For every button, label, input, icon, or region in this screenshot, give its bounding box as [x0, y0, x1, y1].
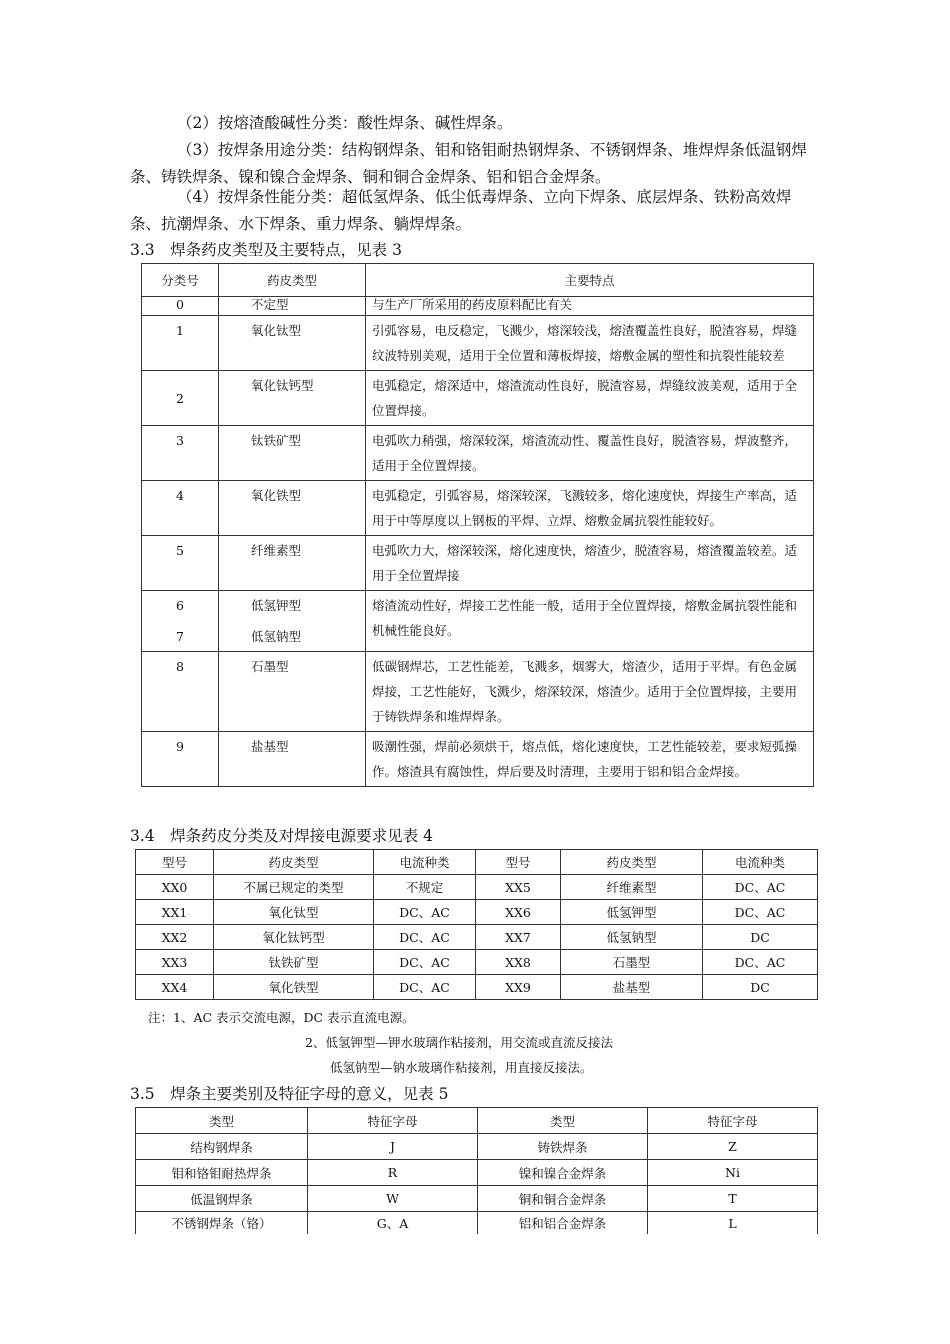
table-cell: XX8 [476, 950, 561, 975]
table-cell: XX2 [136, 925, 214, 950]
table-cell: 不定型 [219, 297, 366, 316]
table-cell: DC、AC [374, 950, 476, 975]
table-cell: 低氢钠型 [561, 925, 703, 950]
table-cell: 石墨型 [561, 950, 703, 975]
code-label: 7 [176, 629, 184, 644]
type-label: 低氢钾型 [251, 598, 302, 613]
column-header: 型号 [476, 850, 561, 875]
table-cell: 钛铁矿型 [219, 426, 366, 481]
section-heading-3-5: 3.5 焊条主要类别及特征字母的意义，见表 5 [130, 1085, 449, 1103]
table-row [142, 591, 814, 652]
table-row [136, 1134, 818, 1160]
table-cell: 1 [142, 316, 219, 371]
column-header: 类型 [136, 1108, 308, 1134]
table-cell: 4 [142, 481, 219, 536]
table-cell: Z [648, 1134, 818, 1160]
table-row [142, 481, 814, 536]
column-header: 类型 [478, 1108, 648, 1134]
table-cell: 纤维素型 [219, 536, 366, 591]
table-row [136, 900, 818, 925]
table-row [136, 875, 818, 900]
table-cell: 0 [142, 297, 219, 316]
table-row [142, 652, 814, 732]
table-cell: XX1 [136, 900, 214, 925]
table-cell [219, 591, 366, 652]
table-cell: 2 [142, 371, 219, 426]
table-cell: DC [703, 975, 818, 1000]
table-row [136, 1186, 818, 1212]
table-cell: DC、AC [703, 900, 818, 925]
power-source-table [135, 849, 818, 1000]
table-row [136, 950, 818, 975]
column-header: 药皮类型 [561, 850, 703, 875]
table-cell: XX9 [476, 975, 561, 1000]
table-cell: 电弧吹力稍强，熔深较深，熔渣流动性、覆盖性良好，脱渣容易，焊波整齐，适用于全位置焊接。 [366, 426, 814, 481]
table-cell: 低氢钾型 [561, 900, 703, 925]
table-cell: DC [703, 925, 818, 950]
table-cell: 8 [142, 652, 219, 732]
table-cell: 5 [142, 536, 219, 591]
table-cell: 不属已规定的类型 [214, 875, 374, 900]
table-row [142, 371, 814, 426]
table-cell: XX7 [476, 925, 561, 950]
type-label: 低氢钠型 [251, 629, 302, 644]
table-cell: 引弧容易，电反稳定，飞溅少，熔深较浅，熔渣覆盖性良好，脱渣容易，焊缝纹波特别美观，适用于全位置和薄板焊接，熔敷金属的塑性和抗裂性能较差 [366, 316, 814, 371]
table-header-row [142, 264, 814, 297]
table-cell: 氧化铁型 [219, 481, 366, 536]
electrode-letter-table [135, 1107, 818, 1234]
table-cell: 盐基型 [219, 732, 366, 787]
table-cell: J [308, 1134, 478, 1160]
column-header: 分类号 [142, 264, 219, 297]
table-row [136, 1160, 818, 1186]
table-cell: 钛铁矿型 [214, 950, 374, 975]
table-row [142, 297, 814, 316]
table-cell: 氧化钛型 [214, 900, 374, 925]
column-header: 型号 [136, 850, 214, 875]
table-cell: W [308, 1186, 478, 1212]
column-header: 电流种类 [703, 850, 818, 875]
column-header: 特征字母 [308, 1108, 478, 1134]
table-cell: 低温钢焊条 [136, 1186, 308, 1212]
table-cell: 铸铁焊条 [478, 1134, 648, 1160]
table-cell: 结构钢焊条 [136, 1134, 308, 1160]
table-note: 2、低氢钾型—钾水玻璃作粘接剂，用交流或直流反接法 [305, 1035, 613, 1050]
table-cell: 氧化钛型 [219, 316, 366, 371]
table-cell: G、A [308, 1212, 478, 1235]
section-heading-3-3: 3.3 焊条药皮类型及主要特点，见表 3 [130, 241, 402, 259]
table-note: 注：1、AC 表示交流电源，DC 表示直流电源。 [148, 1010, 415, 1025]
table-cell: 镍和镍合金焊条 [478, 1160, 648, 1186]
table-cell: 铜和铜合金焊条 [478, 1186, 648, 1212]
table-cell: 电弧吹力大，熔深较深，熔化速度快，熔渣少，脱渣容易，熔渣覆盖较差。适用于全位置焊接 [366, 536, 814, 591]
table-row [142, 316, 814, 371]
table-cell: 纤维素型 [561, 875, 703, 900]
table-cell: 石墨型 [219, 652, 366, 732]
table-cell: DC、AC [703, 875, 818, 900]
table-cell: 氧化铁型 [214, 975, 374, 1000]
table-cell: 吸潮性强，焊前必须烘干，熔点低，熔化速度快，工艺性能较差，要求短弧操作。熔渣具有腐蚀性，焊后要及时清理，主要用于铝和铝合金焊接。 [366, 732, 814, 787]
table-row [142, 536, 814, 591]
code-label: 6 [176, 598, 184, 613]
table-cell: DC、AC [374, 900, 476, 925]
table-row [136, 1212, 818, 1235]
table-cell: 熔渣流动性好，焊接工艺性能一般，适用于全位置焊接，熔敷金属抗裂性能和机械性能良好。 [366, 591, 814, 652]
table-cell: T [648, 1186, 818, 1212]
table-cell: DC、AC [703, 950, 818, 975]
table-cell: R [308, 1160, 478, 1186]
table-cell: 与生产厂所采用的药皮原料配比有关 [366, 297, 814, 316]
table-cell: L [648, 1212, 818, 1235]
table-cell: 氧化钛钙型 [219, 371, 366, 426]
column-header: 药皮类型 [214, 850, 374, 875]
coating-type-table [141, 263, 814, 787]
table-cell: 电弧稳定，引弧容易，熔深较深，飞溅较多，熔化速度快，焊接生产率高，适用于中等厚度以上钢板的平焊、立焊、熔敷金属抗裂性能较好。 [366, 481, 814, 536]
paragraph-slag-classification: （2）按熔渣酸碱性分类：酸性焊条、碱性焊条。 [177, 114, 513, 132]
table-cell: 盐基型 [561, 975, 703, 1000]
table-cell: 铝和铝合金焊条 [478, 1212, 648, 1235]
table-row [142, 426, 814, 481]
table-cell: 电弧稳定，熔深适中，熔渣流动性良好，脱渣容易，焊缝纹波美观，适用于全位置焊接。 [366, 371, 814, 426]
table-header-row [136, 850, 818, 875]
table-row [142, 732, 814, 787]
column-header: 特征字母 [648, 1108, 818, 1134]
table-cell: DC、AC [374, 925, 476, 950]
table-cell: 低碳钢焊芯，工艺性能差，飞溅多，烟雾大，熔渣少，适用于平焊。有色金属焊接，工艺性能好，飞溅少，熔深较深，熔渣少。适用于全位置焊接，主要用于铸铁焊条和堆焊焊条。 [366, 652, 814, 732]
table-cell: XX3 [136, 950, 214, 975]
table-cell: 不规定 [374, 875, 476, 900]
table-cell: 3 [142, 426, 219, 481]
table-note: 低氢钠型—钠水玻璃作粘接剂，用直接反接法。 [330, 1060, 593, 1075]
paragraph-performance-classification: （4）按焊条性能分类：超低氢焊条、低尘低毒焊条、立向下焊条、底层焊条、铁粉高效焊条、抗潮焊条、水下焊条、重力焊条、躺焊焊条。 [130, 188, 792, 233]
table-cell: 9 [142, 732, 219, 787]
table-cell [142, 591, 219, 652]
column-header: 主要特点 [366, 264, 814, 297]
table-cell: Ni [648, 1160, 818, 1186]
section-heading-3-4: 3.4 焊条药皮分类及对焊接电源要求见表 4 [130, 827, 433, 845]
table-row [136, 975, 818, 1000]
table-cell: 氧化钛钙型 [214, 925, 374, 950]
table-cell: XX5 [476, 875, 561, 900]
table-cell: 不锈钢焊条（铬） [136, 1212, 308, 1235]
column-header: 电流种类 [374, 850, 476, 875]
table-row [136, 925, 818, 950]
table-cell: 钼和铬钼耐热焊条 [136, 1160, 308, 1186]
table-cell: XX4 [136, 975, 214, 1000]
column-header: 药皮类型 [219, 264, 366, 297]
table-cell: DC、AC [374, 975, 476, 1000]
table-cell: XX6 [476, 900, 561, 925]
paragraph-usage-classification: （3）按焊条用途分类：结构钢焊条、钼和铬钼耐热钢焊条、不锈钢焊条、堆焊焊条低温钢焊条、铸铁焊条、镍和镍合金焊条、铜和铜合金焊条、铝和铝合金焊条。 [130, 141, 807, 186]
table-header-row [136, 1108, 818, 1134]
table-cell: XX0 [136, 875, 214, 900]
